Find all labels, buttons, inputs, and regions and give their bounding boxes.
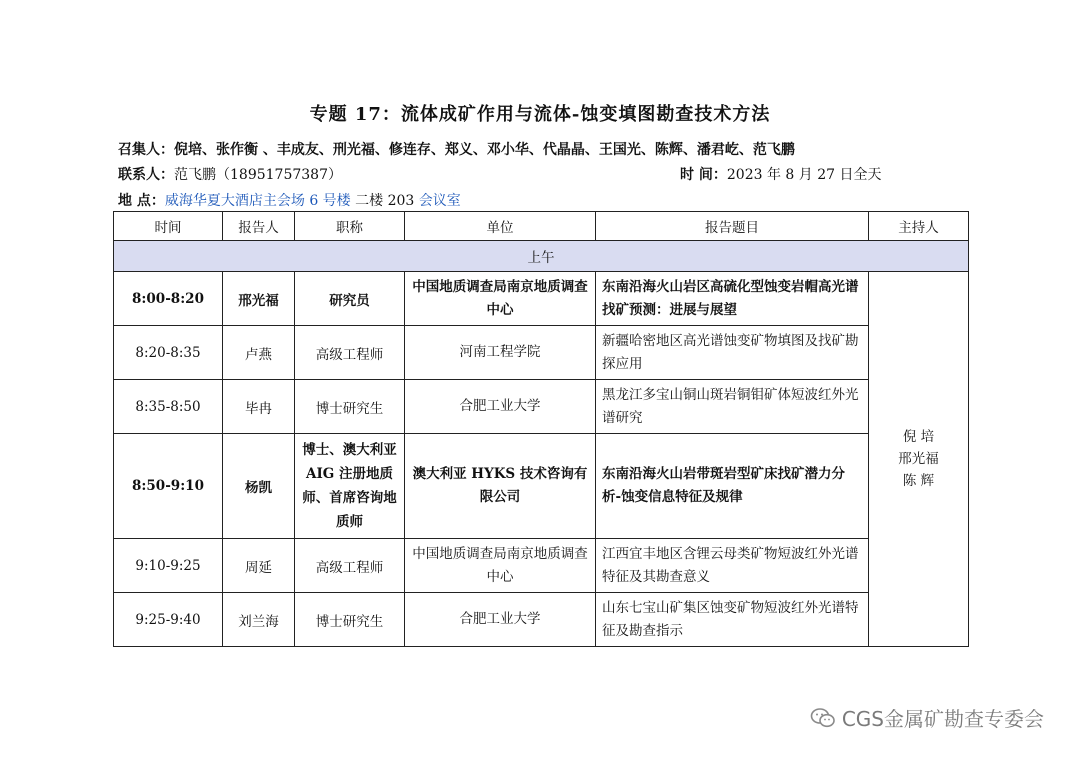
session-label: 上午 <box>114 241 969 272</box>
table-row <box>114 380 969 434</box>
row-unit: 合肥工业大学 <box>405 380 596 434</box>
row-speaker: 毕冉 <box>223 380 295 434</box>
header-host: 主持人 <box>869 212 969 241</box>
table-row <box>114 434 969 539</box>
row-time: 8:20-8:35 <box>114 326 223 380</box>
time-label: 时 间： <box>680 167 727 183</box>
row-speaker: 邢光福 <box>223 272 295 326</box>
row-time: 8:00-8:20 <box>114 272 223 326</box>
host-name: 邢光福 <box>898 451 939 467</box>
row-time: 9:10-9:25 <box>114 539 223 593</box>
header-topic: 报告题目 <box>596 212 869 241</box>
convener-label: 召集人： <box>118 142 174 158</box>
row-speaker: 卢燕 <box>223 326 295 380</box>
row-rank: 高级工程师 <box>295 326 405 380</box>
watermark-text: CGS金属矿勘查专委会 <box>841 707 1044 731</box>
watermark <box>810 703 1044 732</box>
row-time: 8:50-9:10 <box>114 434 223 539</box>
row-unit: 中国地质调查局南京地质调查中心 <box>405 272 596 326</box>
convener-line <box>118 139 795 159</box>
header-unit: 单位 <box>405 212 596 241</box>
row-rank: 博士研究生 <box>295 593 405 647</box>
row-speaker: 刘兰海 <box>223 593 295 647</box>
venue-floor: 二楼 203 <box>350 193 419 209</box>
page-title: 专题 17：流体成矿作用与流体-蚀变填图勘查技术方法 <box>309 104 771 125</box>
row-time: 9:25-9:40 <box>114 593 223 647</box>
venue-room: 会议室 <box>418 193 461 209</box>
row-unit: 合肥工业大学 <box>405 593 596 647</box>
row-topic: 东南沿海火山岩带斑岩型矿床找矿潜力分析-蚀变信息特征及规律 <box>596 434 869 539</box>
table-header-row <box>114 212 969 241</box>
venue-label: 地 点： <box>118 193 165 209</box>
contact-line <box>118 164 342 184</box>
table-row <box>114 272 969 326</box>
schedule-table <box>113 211 969 647</box>
wechat-icon <box>810 707 836 729</box>
header-rank: 职称 <box>295 212 405 241</box>
row-speaker: 周延 <box>223 539 295 593</box>
time-value: 2023 年 8 月 27 日全天 <box>726 167 882 183</box>
header-time: 时间 <box>114 212 223 241</box>
venue-line <box>118 190 461 210</box>
table-row <box>114 539 969 593</box>
convener-names: 倪培、张作衡 、丰成友、刑光福、修连存、郑义、邓小华、代晶晶、王国光、陈辉、潘君屹、范飞鹏 <box>174 142 795 158</box>
row-topic: 山东七宝山矿集区蚀变矿物短波红外光谱特征及勘查指示 <box>596 593 869 647</box>
header-speaker: 报告人 <box>223 212 295 241</box>
row-rank: 研究员 <box>295 272 405 326</box>
session-row <box>114 241 969 272</box>
contact-value: 范飞鹏（18951757387） <box>174 167 342 183</box>
row-unit: 中国地质调查局南京地质调查中心 <box>405 539 596 593</box>
row-rank: 博士、澳大利亚 AIG 注册地质师、首席咨询地质师 <box>295 434 405 539</box>
table-row <box>114 593 969 647</box>
host-name: 陈 辉 <box>902 473 935 489</box>
host-name: 倪 培 <box>902 429 935 445</box>
row-unit: 河南工程学院 <box>405 326 596 380</box>
table-row <box>114 326 969 380</box>
row-rank: 高级工程师 <box>295 539 405 593</box>
contact-label: 联系人： <box>118 167 174 183</box>
row-unit: 澳大利亚 HYKS 技术咨询有限公司 <box>405 434 596 539</box>
row-speaker: 杨凯 <box>223 434 295 539</box>
row-topic: 江西宜丰地区含锂云母类矿物短波红外光谱特征及其勘查意义 <box>596 539 869 593</box>
row-topic: 黑龙江多宝山铜山斑岩铜钼矿体短波红外光谱研究 <box>596 380 869 434</box>
time-line <box>680 164 881 184</box>
row-topic: 新疆哈密地区高光谱蚀变矿物填图及找矿勘探应用 <box>596 326 869 380</box>
venue-hotel: 威海华夏大酒店主会场 6 号楼 <box>164 193 351 209</box>
host-cell <box>869 272 969 647</box>
row-rank: 博士研究生 <box>295 380 405 434</box>
row-topic: 东南沿海火山岩区高硫化型蚀变岩帽高光谱找矿预测：进展与展望 <box>596 272 869 326</box>
row-time: 8:35-8:50 <box>114 380 223 434</box>
